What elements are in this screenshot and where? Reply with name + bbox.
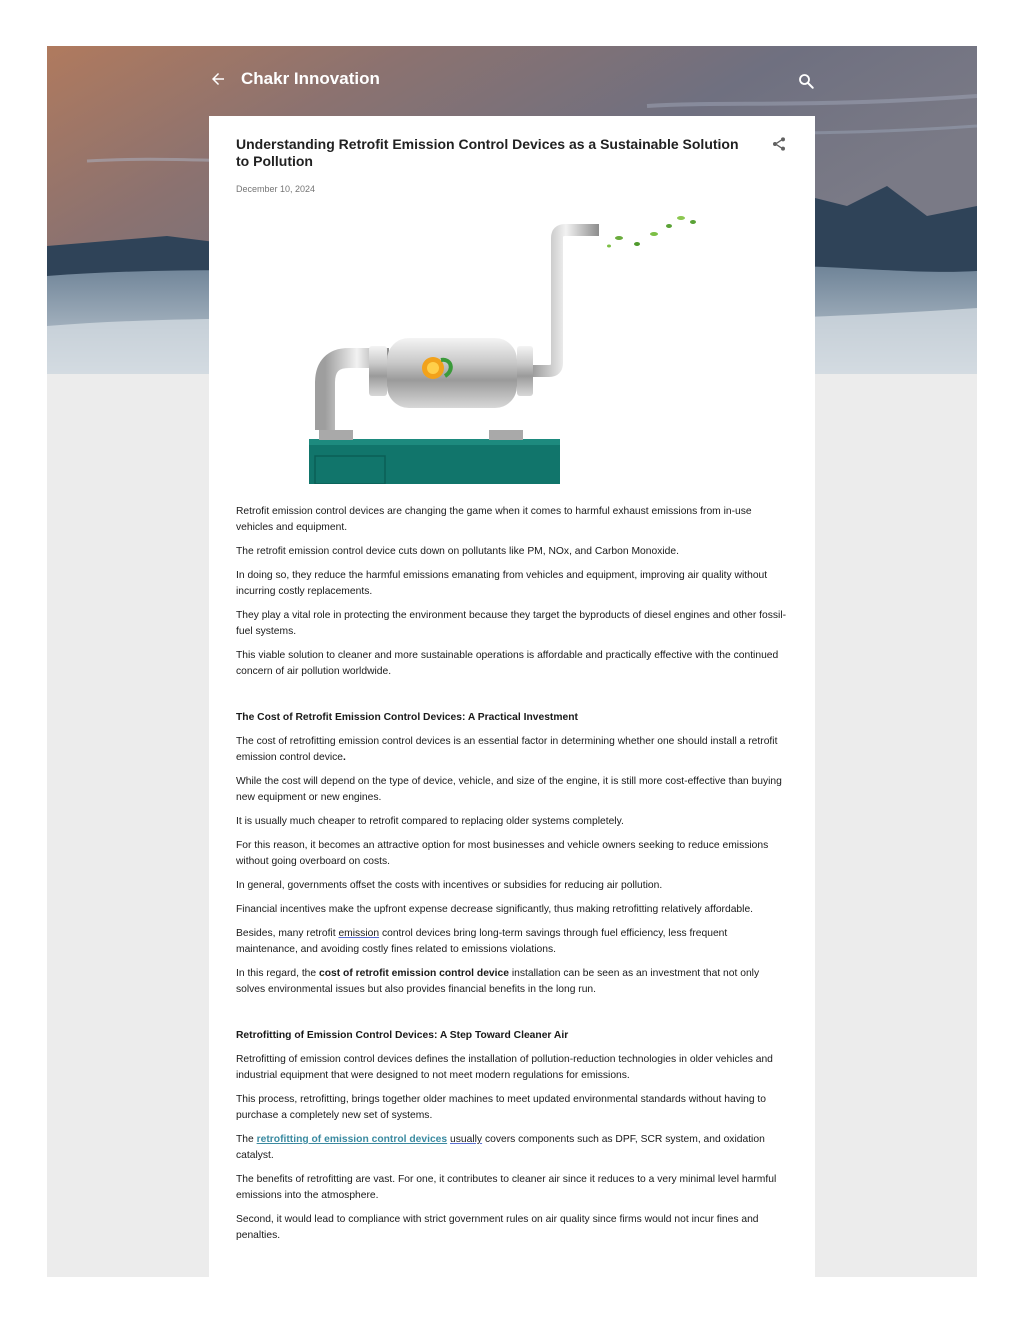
paragraph: This process, retrofitting, brings together older machines to meet updated environmental standards without having to purchase a completely new set of systems. bbox=[236, 1094, 767, 1121]
paragraph: Retrofit emission control devices are changing the game when it comes to harmful exhaust emissions from in-use vehicles and equipment. bbox=[236, 506, 752, 533]
section-spacer bbox=[236, 1006, 791, 1028]
search-icon[interactable] bbox=[797, 72, 815, 90]
share-icon[interactable] bbox=[771, 136, 787, 152]
paragraph bbox=[236, 926, 791, 958]
paragraph: They play a vital role in protecting the environment because they target the byproducts of diesel engines and other fossil-fuel systems. bbox=[236, 610, 787, 637]
paragraph bbox=[236, 966, 791, 998]
post-body bbox=[236, 504, 791, 1252]
retrofit-device-image bbox=[309, 208, 709, 484]
paragraph bbox=[236, 734, 791, 766]
retrofitting-link[interactable]: retrofitting of emission control devices bbox=[256, 1134, 448, 1145]
paragraph: In general, governments offset the costs with incentives or subsidies for reducing air pollution. bbox=[236, 880, 663, 891]
paragraph-text: installation can be seen as an investment that not only solves environmental issues but also provides financial benefits in the long run. bbox=[236, 968, 760, 995]
paragraph: Financial incentives make the upfront expense decrease significantly, thus making retrofitting relatively affordable. bbox=[236, 904, 754, 915]
paragraph: It is usually much cheaper to retrofit compared to replacing older systems completely. bbox=[236, 816, 624, 827]
section-spacer bbox=[236, 688, 791, 710]
paragraph: This viable solution to cleaner and more sustainable operations is affordable and practically effective with the continued concern of air pollution worldwide. bbox=[236, 650, 779, 677]
arrow-left-icon[interactable] bbox=[209, 70, 227, 88]
paragraph: The benefits of retrofitting are vast. For one, it contributes to cleaner air since it reduces to a very minimal level harmful emissions into the atmosphere. bbox=[236, 1174, 777, 1201]
section-heading: The Cost of Retrofit Emission Control Devices: A Practical Investment bbox=[236, 712, 578, 723]
post-date: December 10, 2024 bbox=[236, 184, 316, 194]
section-heading: Retrofitting of Emission Control Devices: A Step Toward Cleaner Air bbox=[236, 1030, 569, 1041]
site-title[interactable]: Chakr Innovation bbox=[241, 69, 380, 88]
paragraph: While the cost will depend on the type of device, vehicle, and size of the engine, it is still more cost-effective than buying new equipment or new engines. bbox=[236, 776, 782, 803]
paragraph-text: . bbox=[343, 752, 346, 763]
spellcheck-word: usually bbox=[450, 1134, 483, 1145]
paragraph: For this reason, it becomes an attractive option for most businesses and vehicle owners seeking to reduce emissions without going overboard on costs. bbox=[236, 840, 769, 867]
paragraph-text: control devices bring long-term savings through fuel efficiency, less frequent maintenance, and avoiding costly fines related to emissions violations. bbox=[236, 928, 728, 955]
page-frame bbox=[47, 46, 977, 1277]
paragraph-text: covers components such as DPF, SCR system, and oxidation catalyst. bbox=[236, 1134, 765, 1161]
paragraph-text: The cost of retrofitting emission control devices is an essential factor in determining whether one should install a retrofit emission control device bbox=[236, 736, 778, 763]
paragraph-text: Besides, many retrofit bbox=[236, 928, 339, 939]
paragraph: Retrofitting of emission control devices defines the installation of pollution-reduction technologies in older vehicles and industrial equipment that were designed to not meet modern regulations for emissions. bbox=[236, 1054, 773, 1081]
spellcheck-word: emission bbox=[338, 928, 380, 939]
post-title: Understanding Retrofit Emission Control Devices as a Sustainable Solution to Pollution bbox=[236, 136, 739, 169]
post-card bbox=[209, 116, 815, 1277]
paragraph: The retrofit emission control device cuts down on pollutants like PM, NOx, and Carbon Monoxide. bbox=[236, 546, 679, 557]
bold-phrase: cost of retrofit emission control device bbox=[319, 968, 509, 979]
top-navigation-bar bbox=[47, 46, 977, 116]
paragraph-text: The bbox=[236, 1134, 257, 1145]
paragraph: Second, it would lead to compliance with strict government rules on air quality since firms would not incur fines and penalties. bbox=[236, 1214, 759, 1241]
paragraph-text: In this regard, the bbox=[236, 968, 319, 979]
paragraph bbox=[236, 1132, 791, 1164]
paragraph: In doing so, they reduce the harmful emissions emanating from vehicles and equipment, improving air quality without incurring costly replacements. bbox=[236, 570, 768, 597]
